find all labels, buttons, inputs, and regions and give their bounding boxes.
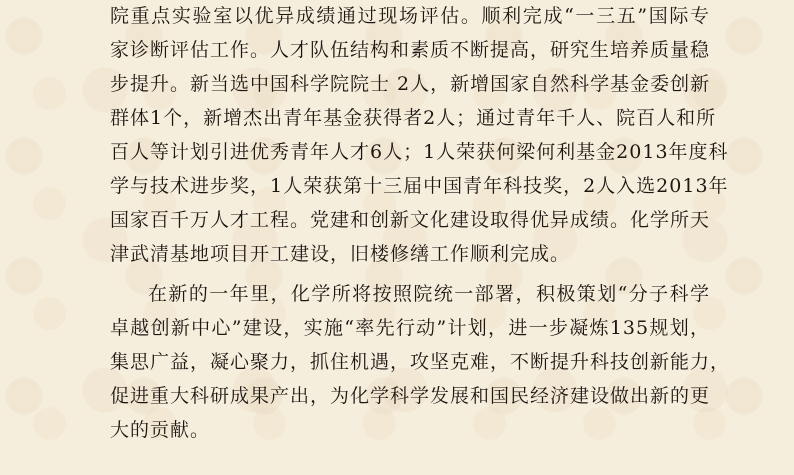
text-line: 集思广益，凝心聚力，抓住机遇，攻坚克难，不断提升科技创新能力，: [110, 351, 731, 373]
text-line: 院重点实验室以优异成绩通过现场评估。顺利完成“一三五”国际专: [110, 5, 710, 27]
paragraph-first-line: 在新的一年里，化学所将按照院统一部署，积极策划“分子科学: [148, 283, 710, 305]
text-line: 群体1个，新增杰出青年基金获得者2人；通过青年千人、院百人和所: [110, 107, 717, 129]
text-line: 家诊断评估工作。人才队伍结构和素质不断提高，研究生培养质量稳: [110, 39, 711, 61]
text-line: 步提升。新当选中国科学院院士 2人，新增国家自然科学基金委创新: [110, 73, 711, 95]
text-line: 促进重大科研成果产出，为化学科学发展和国民经济建设做出新的更: [110, 385, 711, 407]
text-line: 大的贡献。: [110, 419, 211, 441]
text-line: 卓越创新中心”建设，实施“率先行动”计划，进一步凝炼135规划，: [110, 317, 710, 339]
text-line: 学与技术进步奖，1人荣获第十三届中国青年科技奖，2人入选2013年: [110, 175, 729, 197]
text-line: 国家百千万人才工程。党建和创新文化建设取得优异成绩。化学所天: [110, 209, 711, 231]
text-line: 百人等计划引进优秀青年人才6人；1人荣获何梁何利基金2013年度科: [110, 141, 729, 163]
text-line: 津武清基地项目开工建设，旧楼修缮工作顺利完成。: [110, 243, 571, 265]
